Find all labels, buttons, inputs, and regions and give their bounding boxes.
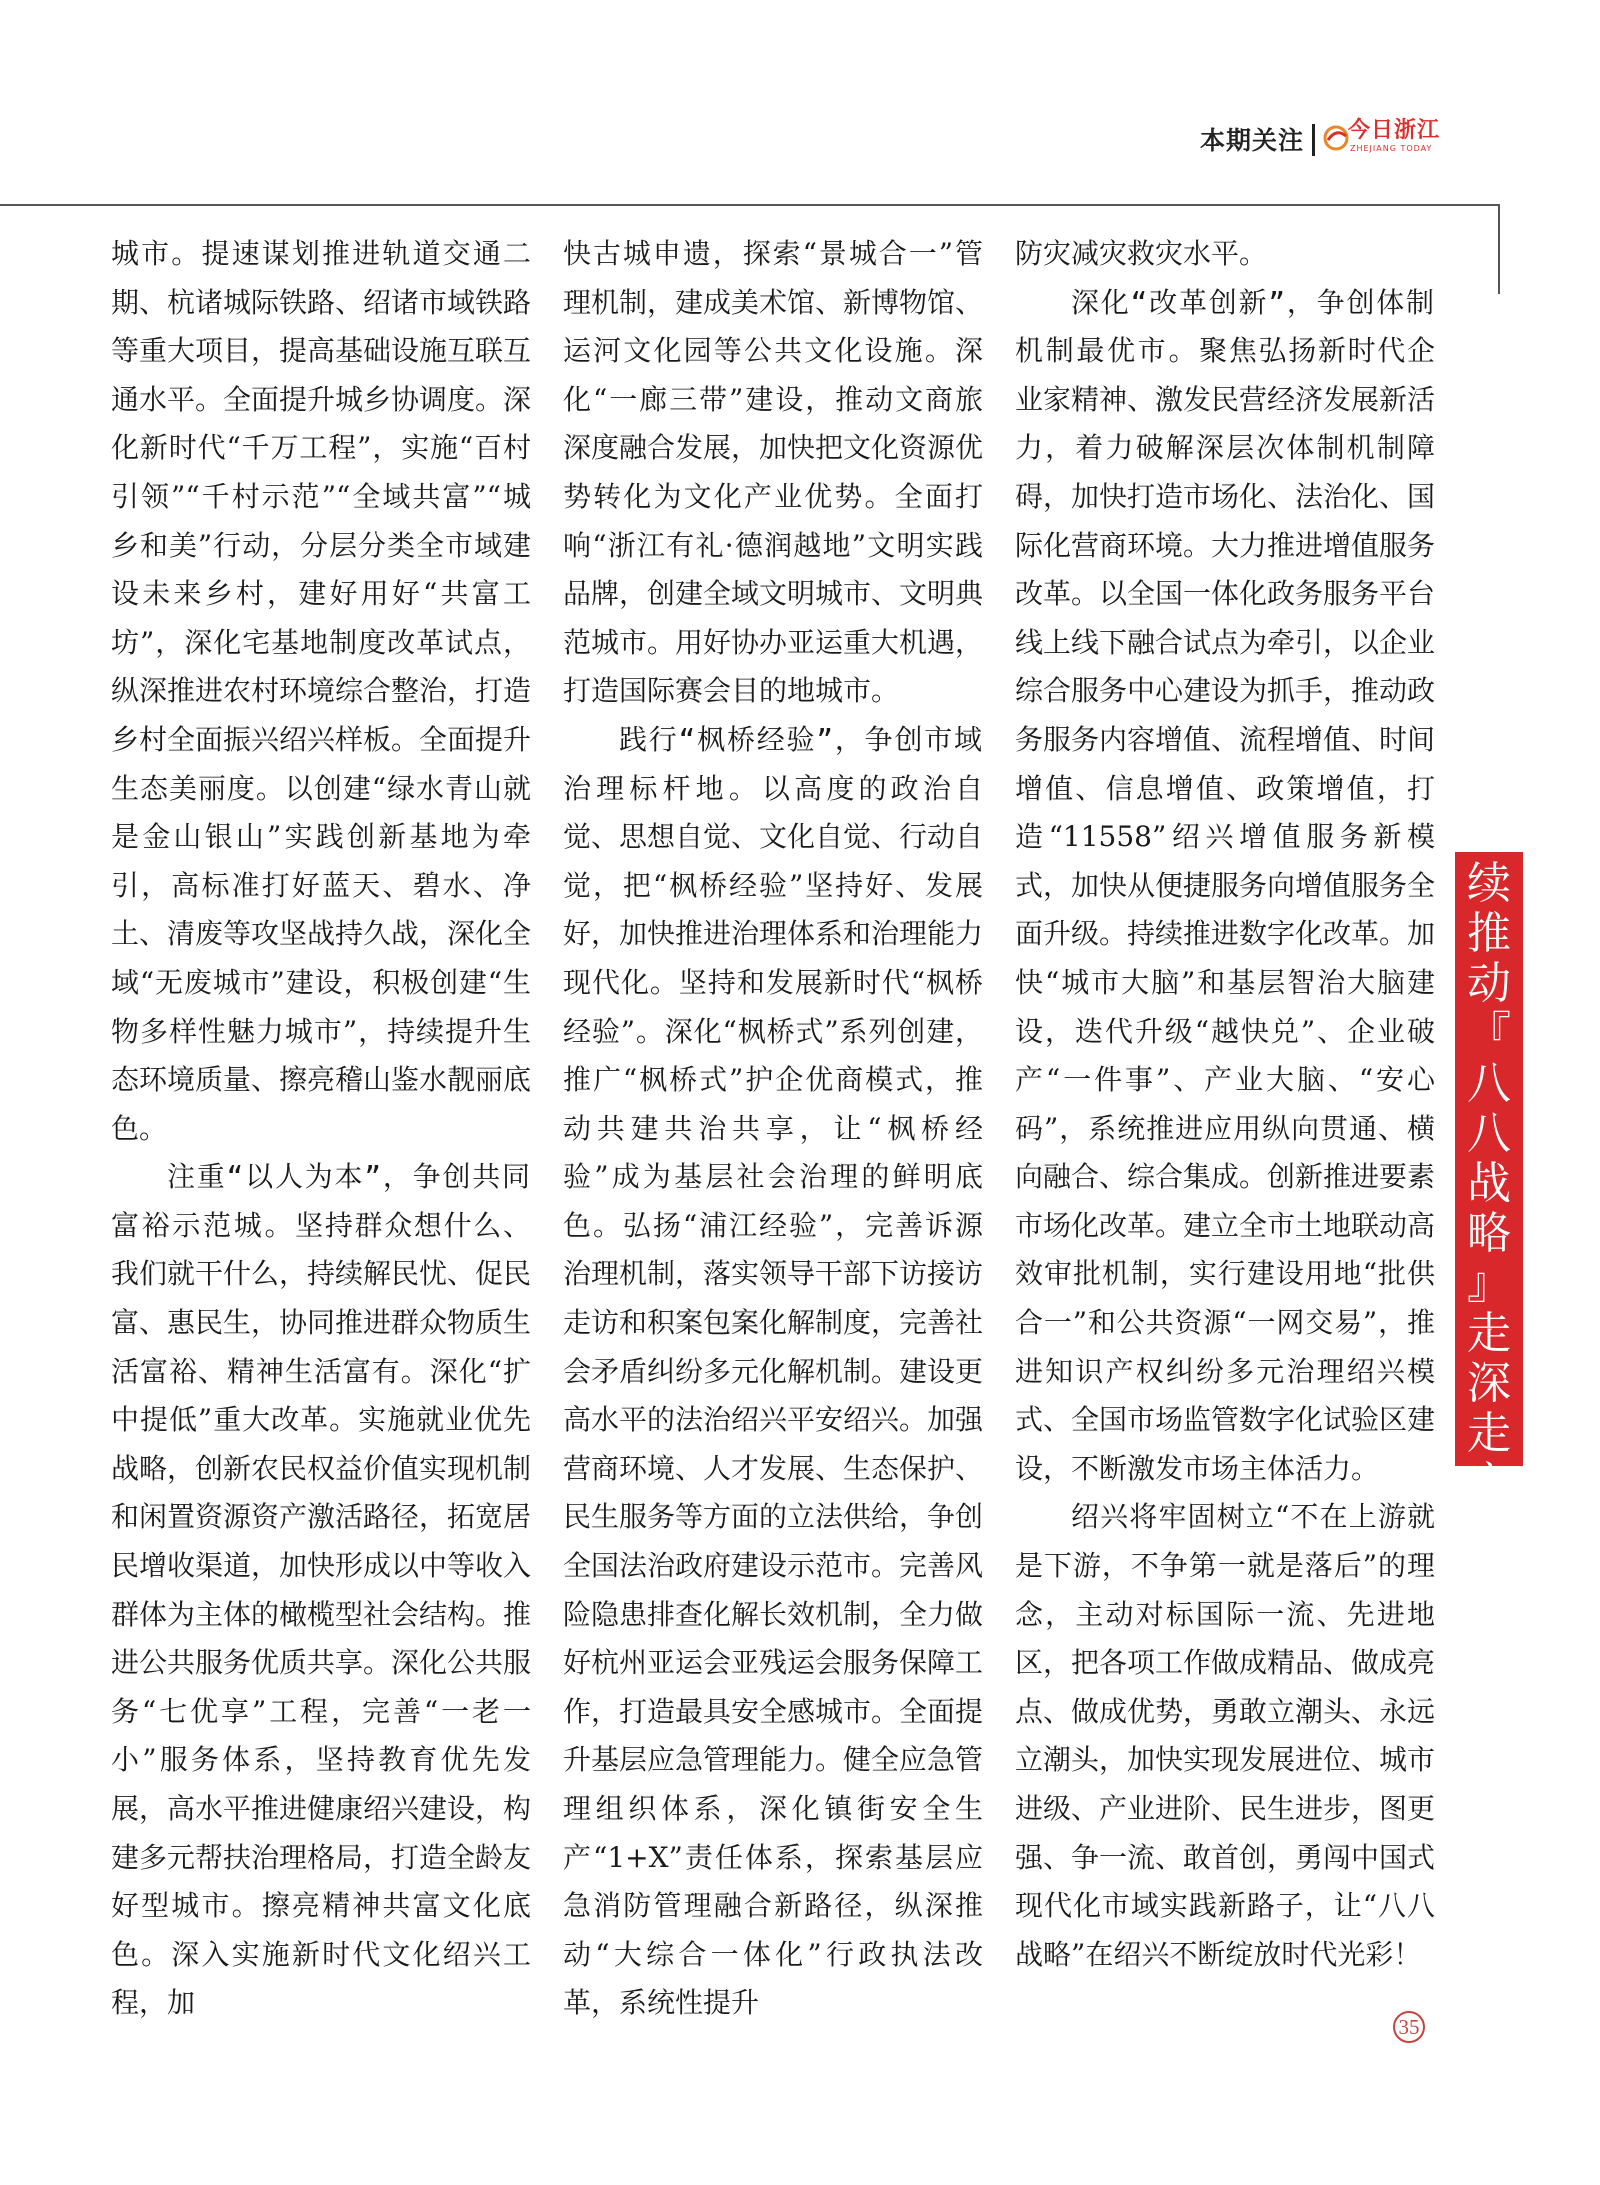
paragraph-text: 聚焦弘扬新时代企业家精神、激发民营经济发展新活力，着力破解深层次体制机制障碍，加快打造市场化、法治化、国际化营商环境。大力推进增值服务改革。以全国一体化政务服务平台线上线下融合试点为牵引，以企业综合服务中心建设为抓手，推动政务服务内容增值、流程增值、时间增值、信息增值、政策增值，打造“11558”绍兴增值服务新模式，加快从便捷服务向增值服务全面升级。持续推进数字化改革。加快“城市大脑”和基层智治大脑建设，迭代升级“越快兑”、企业破产“一件事”、产业大脑、“安心码”，系统推进应用纵向贯通、横向融合、综合集成。创新推进要素市场化改革。建立全市土地联动高效审批机制，实行建设用地“批供合一”和公共资源“一网交易”，推进知识产权纠纷多元治理绍兴模式、全国市场监管数字化试验区建设，不断激发市场主体活力。 bbox=[1015, 334, 1436, 1485]
vertical-article-title bbox=[1455, 808, 1523, 1509]
page-number: 35 bbox=[1393, 2011, 1425, 2043]
paragraph bbox=[1015, 1493, 1435, 1979]
paragraph-text: 坚持群众想什么、我们就干什么，持续解民忧、促民富、惠民生，协同推进群众物质生活富裕、精神生活富有。深化“扩中提低”重大改革。实施就业优先战略，创新农民权益价值实现机制和闲置资源资产激活路径，拓宽居民增收渠道，加快形成以中等收入群体为主体的橄榄型社会结构。推进公共服务优质共享。深化公共服务“七优享”工程，完善“一老一小”服务体系，坚持教育优先发展，高水平推进健康绍兴建设，构建多元帮扶治理格局，打造全龄友好型城市。擦亮精神共富文化底色。深入实施新时代文化绍兴工程，加 bbox=[111, 1208, 532, 2020]
paragraph-text: 以高度的政治自觉、思想自觉、文化自觉、行动自觉，把“枫桥经验”坚持好、发展好，加快推进治理体系和治理能力现代化。坚持和发展新时代“枫桥经验”。深化“枫桥式”系列创建，推广“枫桥式”护企优商模式，推动共建共治共享，让“枫桥经验”成为基层社会治理的鲜明底色。弘扬“浦江经验”，完善诉源治理机制，落实领导干部下访接访走访和积案包案化解制度，完善社会矛盾纠纷多元化解机制。建设更高水平的法治绍兴平安绍兴。加强营商环境、人才发展、生态保护、民生服务等方面的立法供给，争创全国法治政府建设示范市。完善风险隐患排查化解长效机制，全力做好杭州亚运会亚残运会服务保障工作，打造最具安全感城市。全面提升基层应急管理能力。健全应急管理组织体系，深化镇街安全生产“1+X”责任体系，探索基层应急消防管理融合新路径，纵深推动“大综合一体化”行政执法改革，系统性提升 bbox=[563, 771, 984, 2020]
title-char: 走 bbox=[1467, 1308, 1511, 1359]
title-char: 八 bbox=[1467, 1108, 1511, 1159]
title-char: 』 bbox=[1467, 1258, 1511, 1309]
paragraph bbox=[1015, 279, 1435, 1494]
header-separator bbox=[1312, 124, 1315, 156]
paragraph-text: 快古城申遗，探索“景城合一”管理机制，建成美术馆、新博物馆、运河文化园等公共文化设施。深化“一廊三带”建设，推动文商旅深度融合发展，加快把文化资源优势转化为文化产业优势。全面打响“浙江有礼·德润越地”文明实践品牌，创建全域文明城市、文明典范城市。用好协办亚运重大机遇，打造国际赛会目的地城市。 bbox=[563, 237, 984, 708]
paragraph-text: 城市。提速谋划推进轨道交通二期、杭诸城际铁路、绍诸市域铁路等重大项目，提高基础设施互联互通水平。全面提升城乡协调度。深化新时代“千万工程”，实施“百村引领”“千村示范”“全域共富”“城乡和美”行动，分层分类全市域建设未来乡村，建好用好“共富工坊”，深化宅基地制度改革试点，纵深推进农村环境综合整治，打造乡村全面振兴绍兴样板。全面提升生态美丽度。以创建“绿水青山就是金山银山”实践创新基地为牵引，高标准打好蓝天、碧水、净土、清废等攻坚战持久战，深化全域“无废城市”建设，积极创建“生物多样性魅力城市”，持续提升生态环境质量、擦亮稽山鉴水靓丽底色。 bbox=[111, 237, 532, 1145]
header-vertical-rule bbox=[1498, 204, 1500, 294]
paragraph bbox=[563, 230, 983, 716]
title-char: 走 bbox=[1467, 1408, 1511, 1459]
header-rule bbox=[0, 204, 1500, 206]
text-column-1 bbox=[111, 230, 531, 2028]
paragraph bbox=[111, 1153, 531, 2028]
title-char: 八 bbox=[1467, 1058, 1511, 1109]
title-char: 战 bbox=[1467, 1158, 1511, 1209]
logo-text: 今日浙江 bbox=[1348, 118, 1441, 143]
section-label: 本期关注 bbox=[1200, 126, 1305, 155]
title-char: 推 bbox=[1467, 908, 1511, 959]
title-char: 『 bbox=[1467, 1008, 1511, 1059]
title-char: 深 bbox=[1467, 1358, 1511, 1409]
subheading: 注重“以人为本”，争创共同富裕示范城。 bbox=[111, 1160, 531, 1242]
text-column-3 bbox=[1015, 230, 1435, 1979]
paragraph bbox=[563, 716, 983, 2028]
text-column-2 bbox=[563, 230, 983, 2028]
subheading: 深化“改革创新”，争创体制机制最优市。 bbox=[1015, 285, 1435, 368]
title-char: 略 bbox=[1467, 1208, 1511, 1259]
paragraph-text: 防灾减灾救灾水平。 bbox=[1015, 237, 1268, 270]
subheading: 践行“枫桥经验”，争创市域治理标杆地。 bbox=[563, 722, 983, 805]
title-char: 实 bbox=[1467, 1458, 1511, 1509]
title-char: 持 bbox=[1467, 808, 1511, 859]
paragraph-text: 绍兴将牢固树立“不在上游就是下游，不争第一就是落后”的理念，主动对标国际一流、先进地区，把各项工作做成精品、做成亮点、做成优势，勇敢立潮头、永远立潮头，加快实现发展进位、城市进级、产业进阶、民生进步，图更强、争一流、敢首创，勇闯中国式现代化市域实践新路子，让“八八战略”在绍兴不断绽放时代光彩！ bbox=[1015, 1500, 1436, 1971]
paragraph bbox=[1015, 230, 1435, 279]
title-char: 动 bbox=[1467, 958, 1511, 1009]
logo-subtext: ZHEJIANG TODAY bbox=[1350, 144, 1433, 153]
title-char: 续 bbox=[1467, 858, 1511, 909]
paragraph bbox=[111, 230, 531, 1153]
